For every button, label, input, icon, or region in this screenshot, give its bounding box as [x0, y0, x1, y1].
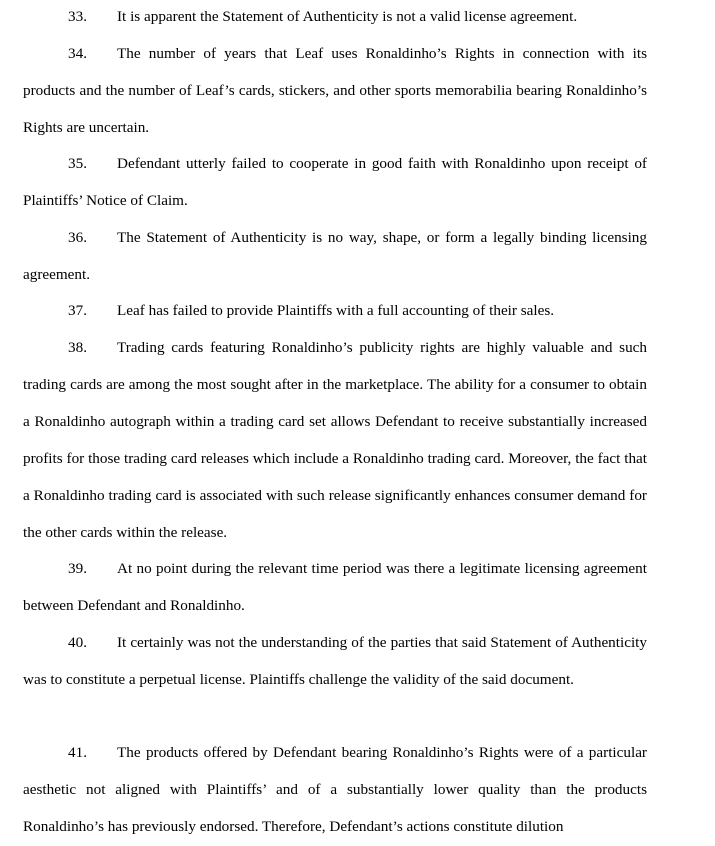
paragraph-40: [23, 625, 647, 699]
paragraph-number: 35.: [68, 155, 87, 172]
paragraph-text: The Statement of Authenticity is no way, shape, or form a legally binding licensing agreement.: [23, 229, 647, 283]
paragraph-text: The products offered by Defendant bearing Ronaldinho’s Rights were of a particular aesthetic not aligned with Plaintiffs’ and of a substantially lower quality than the products Ronaldinho’s has previously endorsed. Therefore, Defendant’s actions constitute dilution: [23, 744, 647, 835]
paragraph-35: [23, 146, 647, 220]
paragraph-37: [23, 293, 647, 330]
paragraph-39: [23, 551, 647, 625]
paragraph-text: At no point during the relevant time period was there a legitimate licensing agreement between Defendant and Ronaldinho.: [23, 560, 647, 614]
paragraph-number: 38.: [68, 339, 87, 356]
paragraph-34: [23, 36, 647, 147]
paragraph-number: 33.: [68, 8, 87, 25]
paragraph-41: [23, 735, 647, 846]
paragraph-text: Leaf has failed to provide Plaintiffs with a full accounting of their sales.: [117, 302, 555, 319]
paragraph-number: 36.: [68, 229, 87, 246]
paragraph-text: It certainly was not the understanding of the parties that said Statement of Authenticity was to constitute a perpetual license. Plaintiffs challenge the validity of the said document.: [23, 634, 647, 688]
paragraph-number: 34.: [68, 45, 87, 62]
paragraph-text: It is apparent the Statement of Authenticity is not a valid license agreement.: [117, 8, 578, 25]
paragraph-38: [23, 330, 647, 551]
paragraph-36: [23, 220, 647, 294]
paragraph-number: 41.: [68, 744, 87, 761]
paragraph-33: [23, 0, 647, 36]
paragraph-number: 40.: [68, 634, 87, 651]
paragraph-text: The number of years that Leaf uses Ronaldinho’s Rights in connection with its products and the number of Leaf’s cards, stickers, and other sports memorabilia bearing Ronaldinho’s Rights are uncertain.: [23, 45, 647, 136]
paragraph-number: 39.: [68, 560, 87, 577]
paragraph-text: Trading cards featuring Ronaldinho’s publicity rights are highly valuable and such trading cards are among the most sought after in the marketplace. The ability for a consumer to obtain a Ronaldinho autograph within a trading card set allows Defendant to receive substantially increased profits for those trading card releases which include a Ronaldinho trading card. Moreover, the fact that a Ronaldinho trading card is associated with such release significantly enhances consumer demand for the other cards within the release.: [23, 339, 647, 541]
paragraph-number: 37.: [68, 302, 87, 319]
paragraph-text: Defendant utterly failed to cooperate in good faith with Ronaldinho upon receipt of Plaintiffs’ Notice of Claim.: [23, 155, 647, 209]
